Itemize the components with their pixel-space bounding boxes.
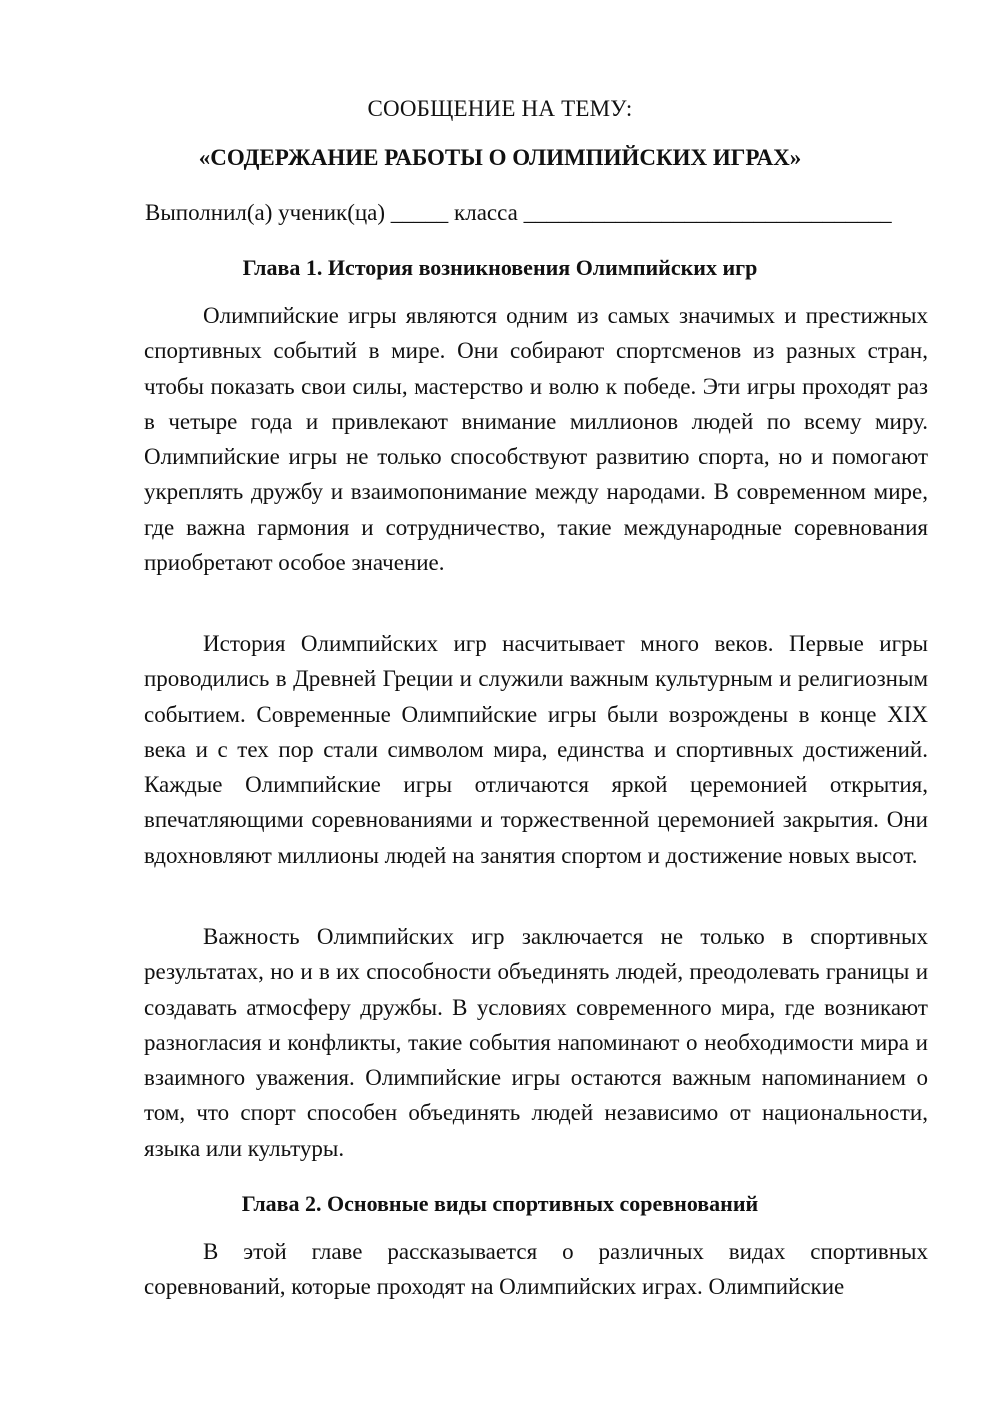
signature-line: Выполнил(а) ученик(ца) _____ класса ________________________________ [145, 200, 892, 225]
chapter-1-paragraph-2: История Олимпийских игр насчитывает много веков. Первые игры проводились в Древней Греции и служили важным культурным и религиозным событием. Современные Олимпийские игры были возрождены в конце XIX века и с тех пор стали символом мира, единства и спортивных достижений. Каждые Олимпийские игры отличаются яркой церемонией открытия, впечатляющими соревнованиями и торжественной церемонией закрытия. Они вдохновляют миллионы людей на занятия спортом и достижение новых высот. [144, 631, 928, 868]
chapter-1-heading: Глава 1. История возникновения Олимпийских игр [242, 255, 758, 280]
document-title-line-1: СООБЩЕНИЕ НА ТЕМУ: [367, 96, 633, 121]
chapter-1-paragraph-1: Олимпийские игры являются одним из самых значимых и престижных спортивных событий в мире. Они собирают спортсменов из разных стран, чтобы показать свои силы, мастерство и волю к победе. Эти игры проходят раз в четыре года и привлекают внимание миллионов людей по всему миру. Олимпийские игры не только способствуют развитию спорта, но и помогают укреплять дружбу и взаимопонимание между народами. В современном мире, где важна гармония и сотрудничество, такие международные соревнования приобретают особое значение. [144, 303, 928, 576]
chapter-1-paragraph-3: Важность Олимпийских игр заключается не только в спортивных результатах, но и в их способности объединять людей, преодолевать границы и создавать атмосферу дружбы. В условиях современного мира, где возникают разногласия и конфликты, такие события напоминают о необходимости мира и взаимного уважения. Олимпийские игры остаются важным напоминанием о том, что спорт способен объединять людей независимо от национальности, языка или культуры. [144, 924, 928, 1161]
document-title-line-2: «СОДЕРЖАНИЕ РАБОТЫ О ОЛИМПИЙСКИХ ИГРАХ» [198, 145, 802, 170]
chapter-2-paragraph-1: В этой главе рассказывается о различных видах спортивных соревнований, которые проходят на Олимпийских играх. Олимпийские [144, 1239, 928, 1300]
chapter-2-heading: Глава 2. Основные виды спортивных соревнований [241, 1191, 759, 1216]
